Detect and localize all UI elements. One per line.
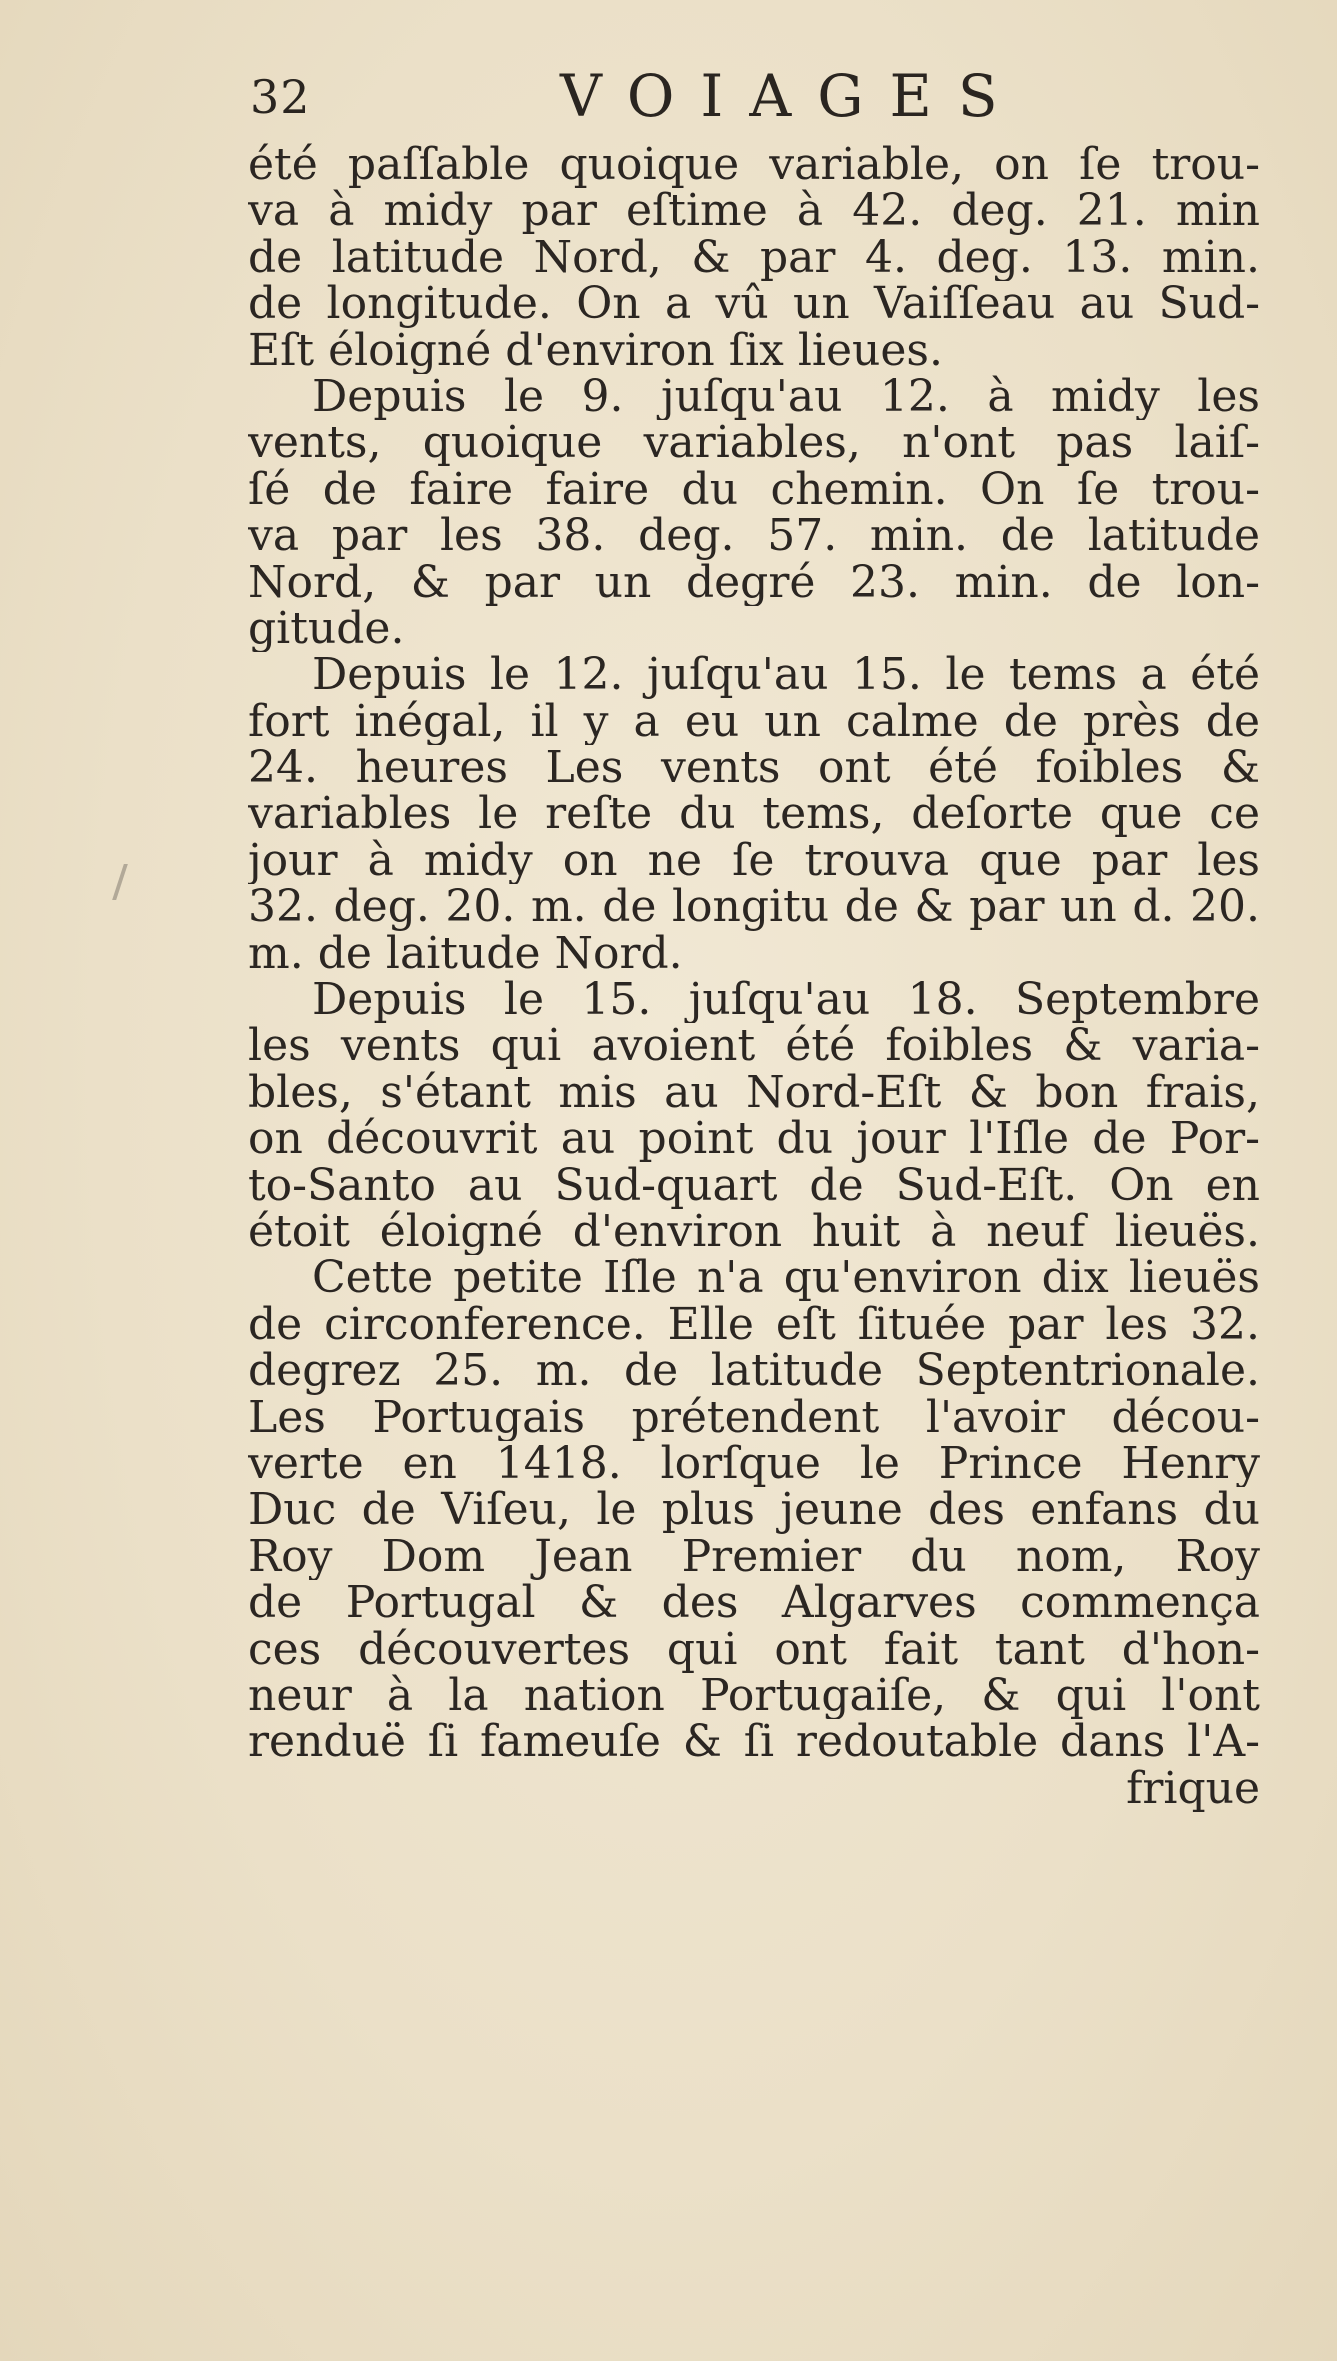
text-line: Eſt éloigné d'environ ſix lieues. — [248, 327, 943, 374]
text-line: Nord, & par un degré 23. min. de lon- — [248, 559, 1260, 606]
text-line: Duc de Viſeu, le plus jeune des enfans du — [248, 1487, 1260, 1534]
text-line: on découvrit au point du jour l'Iſle de Por- — [248, 1116, 1260, 1163]
text-line: to-Santo au Sud-quart de Sud-Eſt. On en — [248, 1162, 1260, 1209]
text-line: de circonference. Elle eſt ſituée par les 32. — [248, 1301, 1260, 1349]
paragraph-start-line: Cette petite Iſle n'a qu'environ dix lieuës — [312, 1255, 1260, 1302]
text-line: degrez 25. m. de latitude Septentrionale. — [248, 1348, 1260, 1395]
text-line: de latitude Nord, & par 4. deg. 13. min. — [248, 234, 1260, 282]
text-line: fort inégal, il y a eu un calme de près de — [248, 698, 1260, 746]
text-line: va à midy par eſtime à 42. deg. 21. min — [248, 188, 1260, 235]
text-line: été paſſable quoique variable, on ſe trou- — [248, 142, 1260, 189]
text-line: de longitude. On a vû un Vaiſſeau au Sud- — [248, 281, 1260, 328]
text-line: de Portugal & des Algarves commença — [248, 1580, 1260, 1627]
text-line: étoit éloigné d'environ huit à neuf lieuës. — [248, 1208, 1260, 1256]
text-line: Les Portugais prétendent l'avoir décou- — [248, 1394, 1260, 1441]
body-text — [248, 142, 1260, 1812]
text-line: les vents qui avoient été foibles & varia- — [248, 1023, 1260, 1070]
text-line: gitude. — [248, 605, 405, 653]
text-line: m. de laitude Nord. — [248, 930, 683, 978]
page-number: 32 — [250, 70, 311, 124]
text-line: ſé de faire faire du chemin. On ſe trou- — [248, 466, 1260, 514]
text-line: variables le reſte du tems, deſorte que ce — [248, 791, 1260, 838]
text-line: 24. heures Les vents ont été foibles & — [248, 745, 1260, 792]
text-line: renduë ſi fameuſe & ſi redoutable dans l'A- — [248, 1719, 1260, 1766]
text-line: jour à midy on ne ſe trouva que par les — [248, 837, 1260, 885]
text-line: bles, s'étant mis au Nord-Eſt & bon frais, — [248, 1069, 1260, 1117]
text-line: verte en 1418. lorſque le Prince Henry — [248, 1440, 1260, 1488]
text-line: neur à la nation Portugaiſe, & qui l'ont — [248, 1672, 1260, 1720]
margin-mark — [112, 864, 144, 900]
text-line: Roy Dom Jean Premier du nom, Roy — [248, 1533, 1260, 1581]
paragraph-start-line: Depuis le 12. juſqu'au 15. le tems a été — [312, 652, 1260, 699]
text-line: 32. deg. 20. m. de longitu de & par un d. 20. — [248, 884, 1260, 931]
catchword: frique — [1126, 1765, 1260, 1813]
text-line: va par les 38. deg. 57. min. de latitude — [248, 513, 1260, 560]
paragraph-start-line: Depuis le 15. juſqu'au 18. Septembre — [312, 977, 1260, 1024]
paragraph-start-line: Depuis le 9. juſqu'au 12. à midy les — [312, 373, 1260, 421]
text-line: ces découvertes qui ont fait tant d'hon- — [248, 1626, 1260, 1673]
running-title: VOIAGES — [560, 62, 1024, 130]
text-line: vents, quoique variables, n'ont pas laiſ- — [248, 420, 1260, 467]
page-header — [250, 62, 1050, 142]
